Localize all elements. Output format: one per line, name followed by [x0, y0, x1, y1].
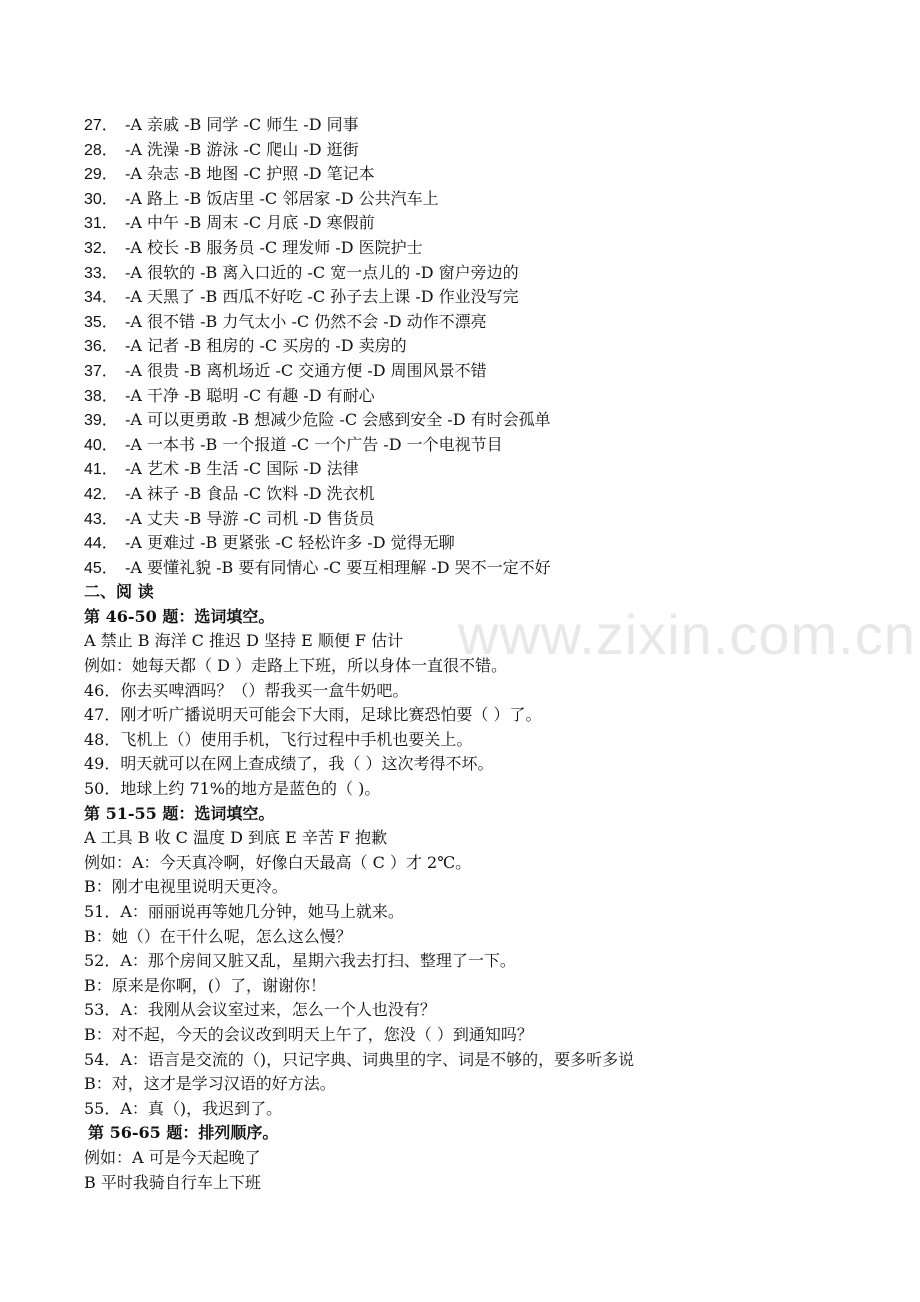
- question-options: -A 一本书 -B 一个报道 -C 一个广告 -D 一个电视节目: [125, 434, 503, 454]
- question-row: [84, 457, 874, 482]
- part1-item: 50．地球上约 71%的地方是蓝色的（ )。: [84, 779, 381, 799]
- question-number: 42．: [84, 485, 118, 503]
- question-number: 37．: [84, 362, 118, 380]
- part1-example: 例如：她每天都（ D ）走路上下班，所以身体一直很不错。: [84, 656, 508, 676]
- part1-heading: 第 46-50 题：选词填空。: [84, 606, 275, 626]
- question-number: 28．: [84, 141, 118, 159]
- question-row: [84, 261, 874, 286]
- part2-item: 51．A：丽丽说再等她几分钟，她马上就来。: [84, 902, 404, 921]
- question-row: [84, 359, 874, 384]
- question-options: -A 丈夫 -B 导游 -C 司机 -D 售货员: [125, 508, 375, 528]
- question-options: -A 更难过 -B 更紧张 -C 轻松许多 -D 觉得无聊: [125, 533, 455, 553]
- question-options: -A 洗澡 -B 游泳 -C 爬山 -D 逛街: [125, 139, 359, 159]
- question-row: [84, 408, 874, 433]
- question-number: 31．: [84, 215, 118, 233]
- part2-heading: 第 51-55 题：选词填空。: [84, 803, 275, 823]
- part2-item: B：对，这才是学习汉语的好方法。: [84, 1074, 336, 1094]
- question-row: [84, 236, 874, 261]
- part1-item: 48．飞机上（）使用手机，飞行过程中手机也要关上。: [84, 729, 473, 749]
- question-number: 44．: [84, 535, 118, 553]
- question-number: 41．: [84, 461, 118, 479]
- question-options: -A 校长 -B 服务员 -C 理发师 -D 医院护士: [125, 237, 423, 257]
- part2-item: 52．A：那个房间又脏又乱，星期六我去打扫、整理了一下。: [84, 951, 516, 971]
- question-row: [84, 187, 874, 212]
- part1-word-options: A 禁止 B 海洋 C 推迟 D 坚持 E 顺便 F 估计: [84, 631, 404, 651]
- question-number: 32．: [84, 239, 118, 257]
- part2-item: B：对不起，今天的会议改到明天上午了，您没（ ）到通知吗？: [84, 1024, 533, 1044]
- question-options: -A 中午 -B 周末 -C 月底 -D 寒假前: [125, 213, 375, 233]
- question-number: 35．: [84, 313, 118, 331]
- question-number: 33．: [84, 264, 118, 282]
- question-number: 39．: [84, 412, 118, 430]
- question-row: [84, 507, 874, 532]
- part1-item: 46．你去买啤酒吗？（）帮我买一盒牛奶吧。: [84, 680, 409, 700]
- part2-example-a: 例如：A：今天真冷啊，好像白天最高（ C ）才 2℃。: [84, 852, 472, 872]
- question-options: -A 杂志 -B 地图 -C 护照 -D 笔记本: [125, 164, 375, 184]
- question-options: -A 路上 -B 饭店里 -C 邻居家 -D 公共汽车上: [125, 188, 439, 208]
- question-row: [84, 482, 874, 507]
- part3-heading: 第 56-65 题：排列顺序。: [88, 1123, 279, 1143]
- question-options: -A 亲戚 -B 同学 -C 师生 -D 同事: [125, 115, 359, 134]
- question-row: [84, 556, 874, 581]
- question-row: [84, 138, 874, 163]
- question-number: 38．: [84, 387, 118, 405]
- question-options: -A 干净 -B 聪明 -C 有趣 -D 有耐心: [125, 385, 375, 405]
- question-number: 34．: [84, 289, 118, 307]
- question-options: -A 天黑了 -B 西瓜不好吃 -C 孙子去上课 -D 作业没写完: [125, 287, 519, 307]
- question-number: 40．: [84, 436, 118, 454]
- part2-item: 54．A：语言是交流的（)，只记字典、词典里的字、词是不够的，要多听多说: [84, 1049, 635, 1069]
- question-options: -A 很软的 -B 离入口近的 -C 宽一点儿的 -D 窗户旁边的: [125, 262, 519, 282]
- question-row: [84, 531, 874, 556]
- part3-example-line: 例如：A 可是今天起晚了: [84, 1147, 261, 1167]
- question-row: [84, 334, 874, 359]
- question-row: [84, 310, 874, 335]
- question-row: [84, 113, 874, 138]
- part2-item: 53．A：我刚从会议室过来，怎么一个人也没有？: [84, 1000, 436, 1020]
- part2-item: B：原来是你啊，(）了，谢谢你！: [84, 975, 327, 995]
- part1-item: 49．明天就可以在网上查成绩了，我（ ）这次考得不坏。: [84, 754, 494, 774]
- part2-word-options: A 工具 B 收 C 温度 D 到底 E 辛苦 F 抱歉: [84, 828, 388, 848]
- part1-item: 47．刚才听广播说明天可能会下大雨，足球比赛恐怕要（ ）了。: [84, 705, 542, 725]
- question-options: -A 可以更勇敢 -B 想减少危险 -C 会感到安全 -D 有时会孤单: [125, 410, 551, 430]
- question-row: [84, 384, 874, 409]
- question-number: 45．: [84, 559, 118, 577]
- question-options: -A 记者 -B 租房的 -C 买房的 -D 卖房的: [125, 336, 407, 356]
- question-options: -A 要懂礼貌 -B 要有同情心 -C 要互相理解 -D 哭不一定不好: [125, 557, 551, 577]
- section-heading-reading: 二、阅 读: [84, 582, 154, 602]
- watermark-text: www.zixin.com.cn: [458, 603, 916, 666]
- listening-question-list: [84, 113, 874, 580]
- question-number: 36．: [84, 338, 118, 356]
- question-row: [84, 162, 874, 187]
- question-number: 30．: [84, 190, 118, 208]
- part2-item: 55．A：真（)，我迟到了。: [84, 1098, 283, 1118]
- question-number: 27．: [84, 117, 118, 134]
- question-options: -A 袜子 -B 食品 -C 饮料 -D 洗衣机: [125, 483, 375, 503]
- part2-example-b: B：刚才电视里说明天更冷。: [84, 877, 288, 897]
- document-content: [84, 113, 874, 1195]
- question-number: 43．: [84, 510, 118, 528]
- part2-item: B：她（）在干什么呢，怎么这么慢？: [84, 926, 352, 946]
- question-options: -A 很不错 -B 力气太小 -C 仍然不会 -D 动作不漂亮: [125, 311, 487, 331]
- question-number: 29．: [84, 166, 118, 184]
- question-options: -A 艺术 -B 生活 -C 国际 -D 法律: [125, 459, 359, 479]
- question-options: -A 很贵 -B 离机场近 -C 交通方便 -D 周围风景不错: [125, 360, 487, 380]
- question-row: [84, 433, 874, 458]
- question-row: [84, 285, 874, 310]
- part3-example-line: B 平时我骑自行车上下班: [84, 1172, 261, 1192]
- question-row: [84, 211, 874, 236]
